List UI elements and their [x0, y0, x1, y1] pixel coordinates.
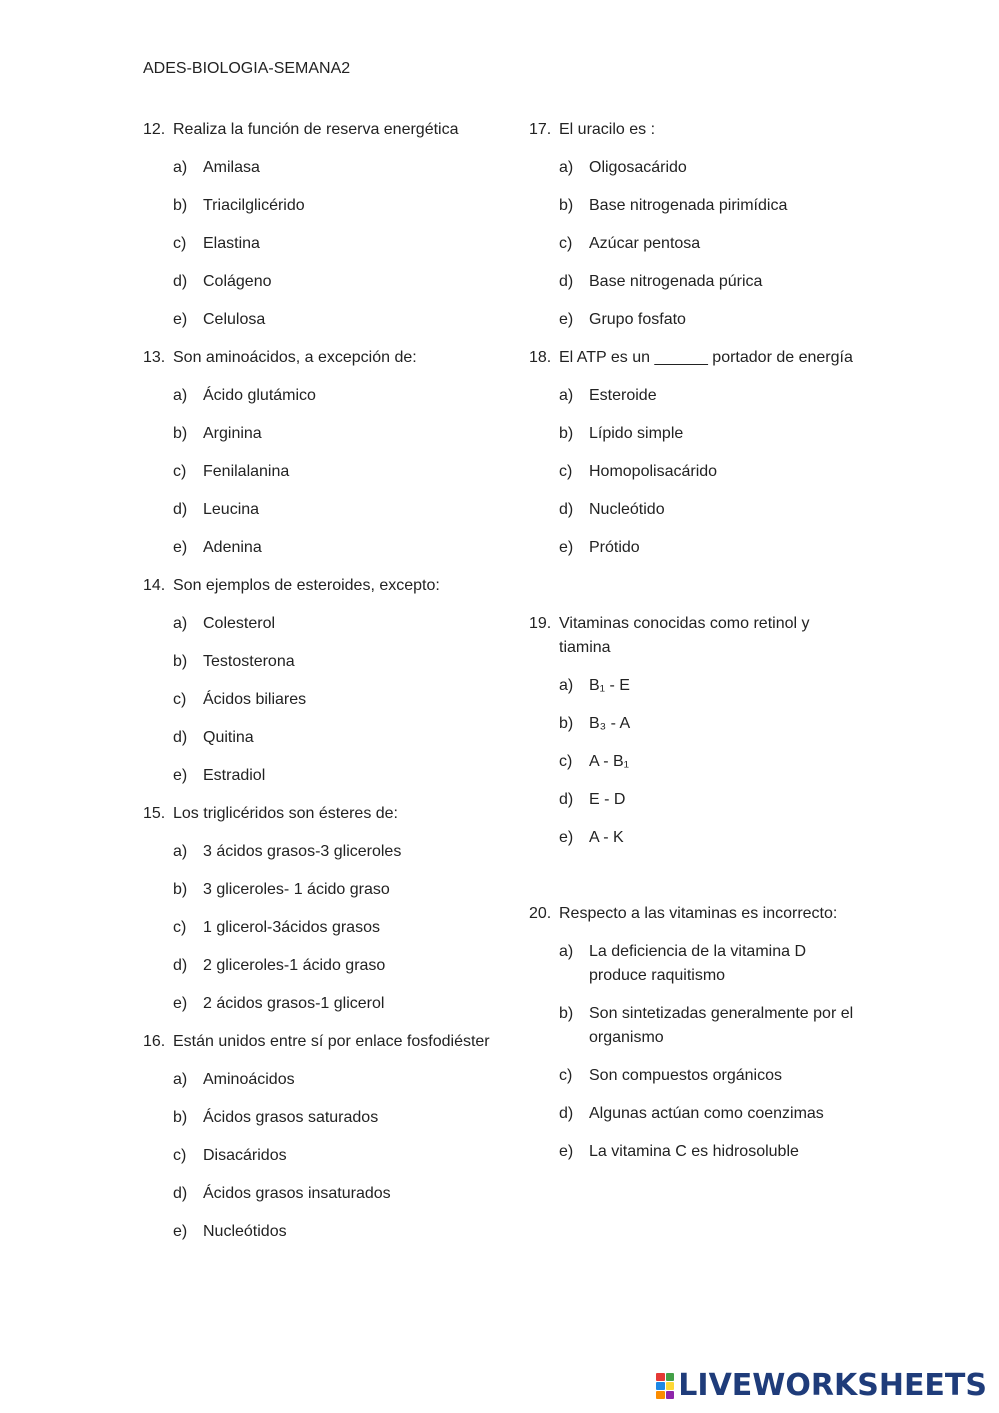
logo-square: [656, 1391, 665, 1399]
question-text: Respecto a las vitaminas es incorrecto:: [559, 905, 838, 922]
option-text: Leucina: [203, 501, 260, 518]
answer-option[interactable]: [529, 232, 859, 256]
logo-text: LIVEWORKSHEETS: [678, 1368, 987, 1403]
option-text: La deficiencia de la vitamina D produce raquitismo: [589, 943, 807, 984]
question-14: [143, 574, 493, 598]
option-letter: e): [173, 311, 188, 328]
answer-option[interactable]: [143, 612, 493, 636]
answer-option[interactable]: [529, 1140, 859, 1164]
option-letter: a): [173, 615, 188, 632]
option-letter: b): [559, 197, 574, 214]
answer-option[interactable]: [143, 384, 493, 408]
option-text: Triacilglicérido: [203, 197, 305, 214]
option-text: Fenilalanina: [203, 463, 290, 480]
answer-option[interactable]: [529, 384, 859, 408]
option-text: Aminoácidos: [203, 1071, 295, 1088]
option-letter: d): [559, 1105, 574, 1122]
option-text: Algunas actúan como coenzimas: [589, 1105, 824, 1122]
answer-option[interactable]: [529, 940, 859, 988]
answer-option[interactable]: [143, 422, 493, 446]
question-number: 12.: [143, 121, 166, 138]
option-letter: c): [173, 463, 187, 480]
option-letter: b): [173, 1109, 188, 1126]
option-letter: c): [173, 1147, 187, 1164]
option-letter: e): [173, 539, 188, 556]
option-letter: e): [173, 995, 188, 1012]
option-letter: c): [559, 463, 573, 480]
option-text: 2 gliceroles-1 ácido graso: [203, 957, 386, 974]
option-text: Lípido simple: [589, 425, 684, 442]
option-text: Estradiol: [203, 767, 266, 784]
option-letter: b): [173, 881, 188, 898]
option-text: 2 ácidos grasos-1 glicerol: [203, 995, 385, 1012]
option-letter: d): [173, 729, 188, 746]
answer-option[interactable]: [143, 194, 493, 218]
option-text: Son sintetizadas generalmente por el organismo: [589, 1005, 854, 1046]
option-text: Prótido: [589, 539, 640, 556]
option-letter: a): [173, 1071, 188, 1088]
option-letter: e): [559, 311, 574, 328]
option-letter: e): [559, 1143, 574, 1160]
question-20: [529, 902, 859, 926]
answer-option[interactable]: [143, 498, 493, 522]
option-text: Colesterol: [203, 615, 276, 632]
liveworksheets-logo: [656, 1368, 987, 1403]
option-letter: d): [173, 1185, 188, 1202]
option-text: Azúcar pentosa: [589, 235, 701, 252]
answer-option[interactable]: [529, 1002, 859, 1050]
option-text: Ácidos grasos insaturados: [203, 1185, 391, 1202]
option-text: Testosterona: [203, 653, 295, 670]
option-text: E - D: [589, 791, 626, 808]
question-number: 18.: [529, 349, 552, 366]
answer-option[interactable]: [143, 1144, 493, 1168]
answer-option[interactable]: [529, 536, 859, 560]
question-17: [529, 118, 859, 142]
question-text: Realiza la función de reserva energética: [173, 121, 459, 138]
question-text: Son ejemplos de esteroides, excepto:: [173, 577, 440, 594]
option-letter: c): [173, 919, 187, 936]
option-letter: c): [559, 753, 573, 770]
logo-square: [656, 1382, 665, 1390]
question-text: Están unidos entre sí por enlace fosfodiéster: [173, 1033, 490, 1050]
left-column: [143, 118, 493, 1258]
option-text: Homopolisacárido: [589, 463, 718, 480]
option-text: 1 glicerol-3ácidos grasos: [203, 919, 380, 936]
answer-option[interactable]: [529, 498, 859, 522]
option-text: Arginina: [203, 425, 262, 442]
logo-square: [666, 1382, 675, 1390]
answer-option[interactable]: [143, 992, 493, 1016]
question-number: 20.: [529, 905, 552, 922]
question-number: 13.: [143, 349, 166, 366]
option-text: Ácido glutámico: [203, 387, 316, 404]
option-letter: d): [173, 273, 188, 290]
option-letter: e): [173, 1223, 188, 1240]
option-letter: b): [173, 425, 188, 442]
option-text: 3 ácidos grasos-3 gliceroles: [203, 843, 402, 860]
logo-square: [666, 1373, 675, 1381]
answer-option[interactable]: [143, 726, 493, 750]
answer-option[interactable]: [529, 308, 859, 332]
answer-option[interactable]: [529, 270, 859, 294]
option-text: La vitamina C es hidrosoluble: [589, 1143, 799, 1160]
option-text: A - K: [589, 829, 624, 846]
answer-option[interactable]: [143, 536, 493, 560]
answer-option[interactable]: [143, 1106, 493, 1130]
option-letter: b): [559, 1005, 574, 1022]
option-letter: a): [173, 159, 188, 176]
logo-mark-icon: [656, 1373, 674, 1399]
answer-option[interactable]: [529, 750, 859, 774]
answer-option[interactable]: [529, 826, 859, 850]
question-12: [143, 118, 493, 142]
question-text: Son aminoácidos, a excepción de:: [173, 349, 417, 366]
answer-option[interactable]: [529, 1102, 859, 1126]
option-text: Base nitrogenada pirimídica: [589, 197, 788, 214]
answer-option[interactable]: [143, 688, 493, 712]
answer-option[interactable]: [529, 194, 859, 218]
question-number: 19.: [529, 615, 552, 632]
option-text: Colágeno: [203, 273, 272, 290]
option-letter: b): [559, 715, 574, 732]
option-text: Base nitrogenada púrica: [589, 273, 763, 290]
option-letter: b): [173, 653, 188, 670]
answer-option[interactable]: [143, 1182, 493, 1206]
option-letter: e): [559, 539, 574, 556]
question-number: 14.: [143, 577, 166, 594]
option-letter: a): [559, 159, 574, 176]
question-19: [529, 612, 859, 660]
logo-square: [656, 1373, 665, 1381]
question-text: El ATP es un ______ portador de energía: [559, 349, 853, 366]
option-text: Nucleótidos: [203, 1223, 287, 1240]
question-16: [143, 1030, 493, 1054]
question-text: Vitaminas conocidas como retinol y tiamina: [559, 615, 810, 656]
option-letter: e): [559, 829, 574, 846]
option-letter: d): [173, 957, 188, 974]
option-letter: d): [559, 273, 574, 290]
answer-option[interactable]: [529, 1064, 859, 1088]
option-text: B₁ - E: [589, 677, 630, 694]
option-letter: c): [173, 235, 187, 252]
option-letter: b): [559, 425, 574, 442]
option-text: Ácidos biliares: [203, 691, 307, 708]
option-text: Ácidos grasos saturados: [203, 1109, 379, 1126]
option-text: Son compuestos orgánicos: [589, 1067, 782, 1084]
option-text: Oligosacárido: [589, 159, 687, 176]
answer-option[interactable]: [143, 916, 493, 940]
question-13: [143, 346, 493, 370]
option-text: B₃ - A: [589, 715, 631, 732]
option-letter: b): [173, 197, 188, 214]
option-letter: d): [173, 501, 188, 518]
option-text: A - B₁: [589, 753, 630, 770]
answer-option[interactable]: [143, 650, 493, 674]
answer-option[interactable]: [529, 460, 859, 484]
question-18: [529, 346, 859, 370]
question-text: Los triglicéridos son ésteres de:: [173, 805, 398, 822]
option-text: 3 gliceroles- 1 ácido graso: [203, 881, 390, 898]
option-letter: d): [559, 791, 574, 808]
option-letter: a): [559, 943, 574, 960]
option-letter: a): [559, 677, 574, 694]
answer-option[interactable]: [143, 840, 493, 864]
page-header: ADES-BIOLOGIA-SEMANA2: [143, 60, 351, 77]
answer-option[interactable]: [143, 308, 493, 332]
option-text: Adenina: [203, 539, 262, 556]
option-text: Nucleótido: [589, 501, 665, 518]
option-letter: a): [559, 387, 574, 404]
answer-option[interactable]: [143, 954, 493, 978]
answer-option[interactable]: [143, 460, 493, 484]
option-letter: a): [173, 843, 188, 860]
option-text: Esteroide: [589, 387, 657, 404]
option-text: Grupo fosfato: [589, 311, 686, 328]
option-text: Elastina: [203, 235, 260, 252]
question-text: El uracilo es :: [559, 121, 656, 138]
option-letter: d): [559, 501, 574, 518]
answer-option[interactable]: [529, 788, 859, 812]
question-number: 17.: [529, 121, 552, 138]
answer-option[interactable]: [143, 270, 493, 294]
answer-option[interactable]: [143, 1068, 493, 1092]
question-number: 15.: [143, 805, 166, 822]
option-text: Amilasa: [203, 159, 260, 176]
answer-option[interactable]: [529, 156, 859, 180]
answer-option[interactable]: [143, 156, 493, 180]
answer-option[interactable]: [529, 712, 859, 736]
option-text: Celulosa: [203, 311, 266, 328]
option-letter: a): [173, 387, 188, 404]
logo-square: [666, 1391, 675, 1399]
answer-option[interactable]: [529, 674, 859, 698]
option-letter: e): [173, 767, 188, 784]
question-15: [143, 802, 493, 826]
option-letter: c): [559, 1067, 573, 1084]
answer-option[interactable]: [143, 878, 493, 902]
option-text: Quitina: [203, 729, 254, 746]
question-number: 16.: [143, 1033, 166, 1050]
right-column: [529, 118, 859, 1178]
answer-option[interactable]: [143, 1220, 493, 1244]
option-letter: c): [173, 691, 187, 708]
answer-option[interactable]: [529, 422, 859, 446]
answer-option[interactable]: [143, 232, 493, 256]
answer-option[interactable]: [143, 764, 493, 788]
option-text: Disacáridos: [203, 1147, 287, 1164]
option-letter: c): [559, 235, 573, 252]
